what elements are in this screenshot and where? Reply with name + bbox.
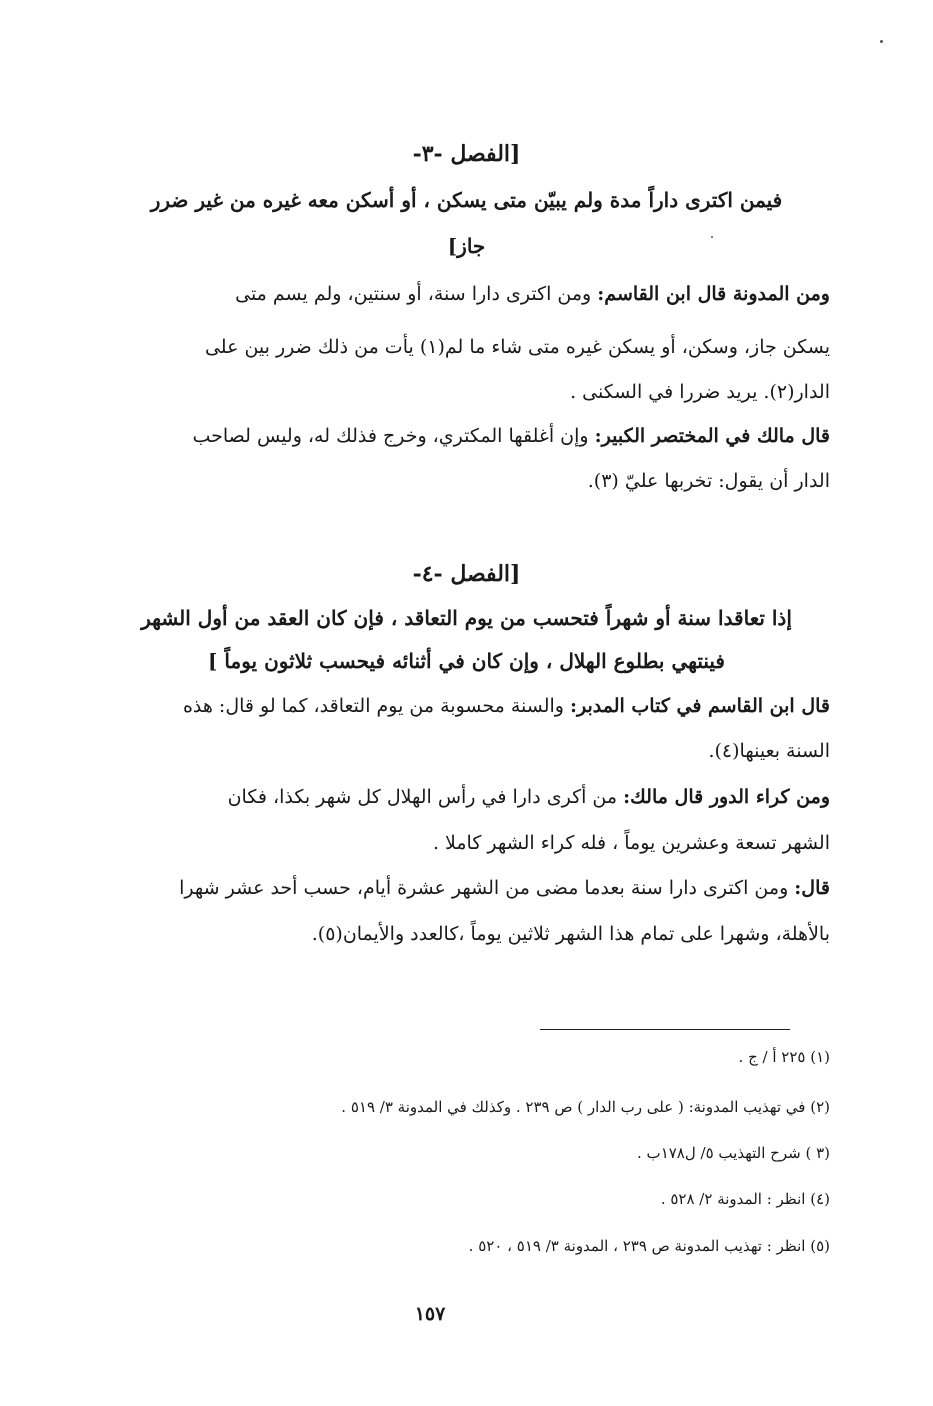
section-3-paragraph-1-line-1 <box>100 280 830 308</box>
section-4-paragraph-3-line-2: بالأهلة، وشهرا على تمام هذا الشهر ثلاثين يوماً ،كالعدد والأيمان(٥). <box>311 923 830 945</box>
section-4-paragraph-2-line-2: الشهر تسعة وعشرين يوماً ، فله كراء الشهر كاملا . <box>432 832 830 854</box>
footnote-1: (١) ٢٢٥ أ / ج . <box>738 1048 830 1066</box>
scan-speck <box>711 236 713 238</box>
paragraph-text: ومن اكترى دارا سنة، أو سنتين، ولم يسم متى <box>235 283 598 305</box>
section-3-heading-line-1: فيمن اكترى داراً مدة ولم يبيّن متى يسكن ، أو أسكن معه غيره من غير ضرر <box>150 188 783 212</box>
section-4-paragraph-2-line-1 <box>100 783 830 811</box>
footnote-separator <box>540 1029 790 1030</box>
footnote-3: (٣ ) شرح التهذيب ٥/ ل١٧٨ب . <box>637 1144 830 1162</box>
section-3-heading-line-2: جاز] <box>447 234 486 258</box>
section-3-title: [الفصل -٣- <box>412 141 521 167</box>
source-attribution: قال ابن القاسم في كتاب المدبر: <box>570 695 830 717</box>
section-4-paragraph-1-line-2: السنة بعينها(٤). <box>708 740 830 762</box>
paragraph-text: والسنة محسوبة من يوم التعاقد، كما لو قال: هذه <box>182 695 570 717</box>
source-attribution: قال: <box>794 877 830 899</box>
section-4-paragraph-3-line-1 <box>100 874 830 902</box>
section-4-heading-line-2: فينتهي بطلوع الهلال ، وإن كان في أثنائه فيحسب ثلاثون يوماً ] <box>207 649 725 673</box>
section-3-paragraph-2-line-1 <box>100 422 830 450</box>
section-4-heading-line-1: إذا تعاقدا سنة أو شهراً فتحسب من يوم التعاقد ، فإن كان العقد من أول الشهر <box>141 606 792 630</box>
section-4-paragraph-1-line-1 <box>100 692 830 720</box>
page-number: ١٥٧ <box>414 1303 446 1325</box>
source-attribution: ومن كراء الدور قال مالك: <box>623 786 830 808</box>
section-3-paragraph-2-line-2: الدار أن يقول: تخربها عليّ (٣). <box>587 470 830 492</box>
footnote-5: (٥) انظر : تهذيب المدونة ص ٢٣٩ ، المدونة ٣/ ٥١٩ ، ٥٢٠ . <box>468 1237 830 1255</box>
footnote-4: (٤) انظر : المدونة ٢/ ٥٢٨ . <box>660 1190 830 1208</box>
source-attribution: قال مالك في المختصر الكبير: <box>594 425 830 447</box>
section-4-title: [الفصل -٤- <box>412 561 521 587</box>
scan-speck <box>880 40 883 43</box>
paragraph-text: وإن أغلقها المكتري، وخرج فذلك له، وليس لصاحب <box>192 425 595 447</box>
paragraph-text: ومن اكترى دارا سنة بعدما مضى من الشهر عشرة أيام، حسب أحد عشر شهرا <box>179 877 795 899</box>
paragraph-text: من أكرى دارا في رأس الهلال كل شهر بكذا، فكان <box>227 786 624 808</box>
source-attribution: ومن المدونة قال ابن القاسم: <box>597 283 830 305</box>
section-3-paragraph-1-line-2: يسكن جاز، وسكن، أو يسكن غيره متى شاء ما لم(١) يأت من ذلك ضرر بين على <box>204 336 830 358</box>
section-3-paragraph-1-line-3: الدار(٢). يريد ضررا في السكنى . <box>570 381 830 403</box>
footnote-2: (٢) في تهذيب المدونة: ( على رب الدار ) ص ٢٣٩ . وكذلك في المدونة ٣/ ٥١٩ . <box>341 1098 830 1116</box>
